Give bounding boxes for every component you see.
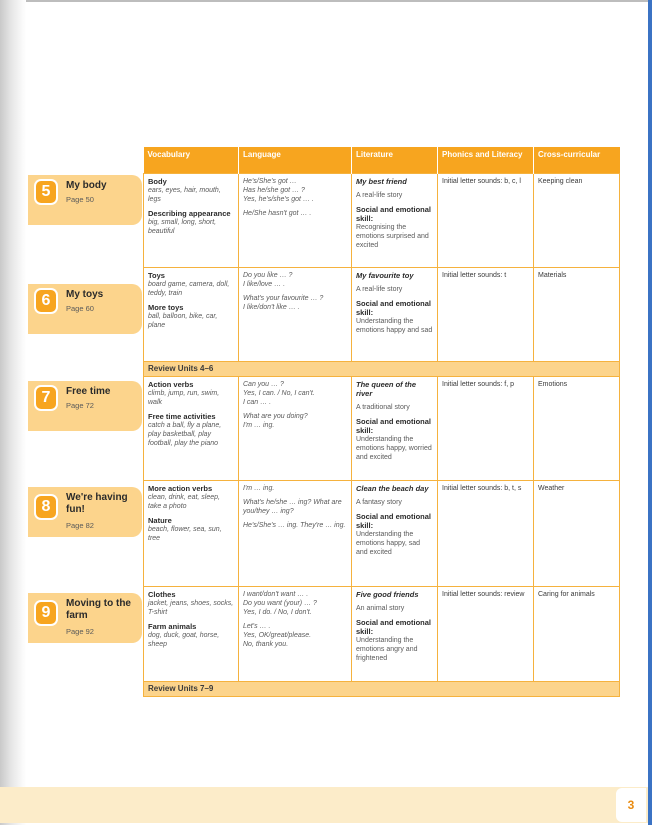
vocab-heading: Clothes bbox=[148, 589, 176, 599]
literature-cell bbox=[352, 173, 438, 267]
unit-page: Page 92 bbox=[66, 627, 94, 636]
vocab-heading: Action verbs bbox=[148, 379, 194, 389]
unit-page: Page 50 bbox=[66, 195, 94, 204]
language-line: Has he/she got … ? bbox=[243, 186, 305, 194]
language-line: Yes, OK/great/please. bbox=[243, 631, 312, 639]
table-row bbox=[144, 376, 620, 480]
review-label: Review Units 7–9 bbox=[144, 681, 620, 696]
unit-tab-7 bbox=[28, 381, 142, 431]
vocab-heading: Describing appearance bbox=[148, 208, 231, 218]
unit-title: We're having fun! bbox=[66, 492, 128, 515]
unit-number: 9 bbox=[36, 602, 56, 624]
vocabulary-cell bbox=[144, 376, 239, 480]
header-phonics: Phonics and Literacy bbox=[438, 147, 534, 173]
unit-title: Moving to the farm bbox=[66, 598, 131, 621]
language-cell bbox=[239, 586, 352, 681]
vocab-heading: More toys bbox=[148, 302, 184, 312]
vocab-heading: More action verbs bbox=[148, 483, 213, 493]
skill-label: Social and emotional skill: bbox=[356, 298, 432, 317]
unit-number: 6 bbox=[36, 290, 56, 312]
page-gutter-shadow bbox=[0, 0, 26, 825]
header-literature: Literature bbox=[352, 147, 438, 173]
page-edge bbox=[648, 0, 652, 825]
language-cell bbox=[239, 267, 352, 361]
language-line: Let's … . bbox=[243, 622, 271, 630]
literature-cell bbox=[352, 376, 438, 480]
story-title: Clean the beach day bbox=[356, 483, 429, 493]
header-cross-curricular: Cross-curricular bbox=[534, 147, 620, 173]
vocabulary-cell bbox=[144, 586, 239, 681]
vocab-heading: Body bbox=[148, 176, 167, 186]
cross-curricular-cell: Emotions bbox=[534, 376, 620, 480]
table-row bbox=[144, 267, 620, 361]
language-line: I'm … ing. bbox=[243, 484, 275, 492]
story-type: An animal story bbox=[356, 604, 405, 612]
vocab-heading: Toys bbox=[148, 270, 165, 280]
cross-curricular-cell: Weather bbox=[534, 480, 620, 586]
unit-page: Page 60 bbox=[66, 304, 94, 313]
phonics-cell: Initial letter sounds: t bbox=[438, 267, 534, 361]
story-title: The queen of the river bbox=[356, 379, 416, 398]
vocab-words: catch a ball, fly a plane, play basketball, play football, play the piano bbox=[148, 421, 222, 447]
unit-number: 7 bbox=[36, 387, 56, 409]
language-line: He/She hasn't got … . bbox=[243, 209, 312, 217]
language-line: Yes, he's/she's got … . bbox=[243, 195, 314, 203]
language-line: Do you like … ? bbox=[243, 271, 293, 279]
vocab-words: beach, flower, sea, sun, tree bbox=[148, 525, 222, 542]
unit-title: My body bbox=[66, 180, 107, 191]
story-type: A traditional story bbox=[356, 403, 410, 411]
literature-cell bbox=[352, 586, 438, 681]
unit-tab-8 bbox=[28, 487, 142, 537]
cross-curricular-cell: Keeping clean bbox=[534, 173, 620, 267]
review-row bbox=[144, 361, 620, 376]
vocab-heading: Farm animals bbox=[148, 621, 197, 631]
skill-text: Understanding the emotions happy and sad bbox=[356, 317, 433, 334]
review-label: Review Units 4–6 bbox=[144, 361, 620, 376]
language-cell bbox=[239, 376, 352, 480]
language-cell bbox=[239, 480, 352, 586]
table-row bbox=[144, 586, 620, 681]
language-line: What are you doing? bbox=[243, 412, 308, 420]
skill-label: Social and emotional skill: bbox=[356, 617, 432, 636]
top-edge bbox=[0, 0, 652, 2]
vocab-heading: Free time activities bbox=[148, 411, 216, 421]
language-line: I like/love … . bbox=[243, 280, 286, 288]
language-line: He's/She's got … bbox=[243, 177, 297, 185]
unit-number: 5 bbox=[36, 181, 56, 203]
phonics-cell: Initial letter sounds: b, t, s bbox=[438, 480, 534, 586]
language-line: I like/don't like … . bbox=[243, 303, 300, 311]
story-type: A real-life story bbox=[356, 285, 403, 293]
skill-label: Social and emotional skill: bbox=[356, 511, 432, 530]
language-cell bbox=[239, 173, 352, 267]
language-line: Yes, I can. / No, I can't. bbox=[243, 389, 315, 397]
skill-text: Understanding the emotions angry and frightened bbox=[356, 636, 418, 662]
review-row bbox=[144, 681, 620, 696]
vocab-words: dog, duck, goat, horse, sheep bbox=[148, 631, 220, 648]
phonics-cell: Initial letter sounds: review bbox=[438, 586, 534, 681]
language-line: What's your favourite … ? bbox=[243, 294, 324, 302]
language-line: He's/She's … ing. They're … ing. bbox=[243, 521, 346, 529]
language-line: I'm … ing. bbox=[243, 421, 275, 429]
unit-tab-9 bbox=[28, 593, 142, 643]
header-language: Language bbox=[239, 147, 352, 173]
literature-cell bbox=[352, 480, 438, 586]
vocab-words: climb, jump, run, swim, walk bbox=[148, 389, 220, 406]
unit-page: Page 72 bbox=[66, 401, 94, 410]
vocab-heading: Nature bbox=[148, 515, 172, 525]
skill-text: Understanding the emotions happy, worried and excited bbox=[356, 435, 432, 461]
unit-page: Page 82 bbox=[66, 521, 94, 530]
story-title: My best friend bbox=[356, 176, 407, 186]
vocab-words: clean, drink, eat, sleep, take a photo bbox=[148, 493, 220, 510]
vocabulary-cell bbox=[144, 267, 239, 361]
unit-title: My toys bbox=[66, 289, 104, 300]
cross-curricular-cell: Materials bbox=[534, 267, 620, 361]
vocab-words: ball, balloon, bike, car, plane bbox=[148, 312, 218, 329]
skill-text: Recognising the emotions surprised and excited bbox=[356, 223, 429, 249]
story-title: My favourite toy bbox=[356, 270, 414, 280]
table-row bbox=[144, 480, 620, 586]
vocab-words: ears, eyes, hair, mouth, legs bbox=[148, 186, 221, 203]
story-type: A real-life story bbox=[356, 191, 403, 199]
page-number: 3 bbox=[616, 788, 646, 822]
language-line: I want/don't want … . bbox=[243, 590, 309, 598]
vocab-words: big, small, long, short, beautiful bbox=[148, 218, 217, 235]
story-type: A fantasy story bbox=[356, 498, 402, 506]
table-header-row bbox=[144, 147, 620, 173]
language-line: Do you want (your) … ? bbox=[243, 599, 317, 607]
skill-text: Understanding the emotions happy, sad and excited bbox=[356, 530, 421, 556]
unit-tab-5 bbox=[28, 175, 142, 225]
skill-label: Social and emotional skill: bbox=[356, 416, 432, 435]
syllabus-table bbox=[143, 147, 620, 697]
phonics-cell: Initial letter sounds: b, c, l bbox=[438, 173, 534, 267]
language-line: Yes, I do. / No, I don't. bbox=[243, 608, 312, 616]
unit-tab-6 bbox=[28, 284, 142, 334]
literature-cell bbox=[352, 267, 438, 361]
unit-title: Free time bbox=[66, 386, 111, 397]
vocabulary-cell bbox=[144, 480, 239, 586]
language-line: Can you … ? bbox=[243, 380, 284, 388]
table-row bbox=[144, 173, 620, 267]
language-line: No, thank you. bbox=[243, 640, 289, 648]
vocab-words: board game, camera, doll, teddy, train bbox=[148, 280, 230, 297]
cross-curricular-cell: Caring for animals bbox=[534, 586, 620, 681]
vocab-words: jacket, jeans, shoes, socks, T-shirt bbox=[148, 599, 234, 616]
language-line: I can … . bbox=[243, 398, 272, 406]
skill-label: Social and emotional skill: bbox=[356, 204, 432, 223]
vocabulary-cell bbox=[144, 173, 239, 267]
footer-band bbox=[0, 787, 648, 823]
phonics-cell: Initial letter sounds: f, p bbox=[438, 376, 534, 480]
story-title: Five good friends bbox=[356, 589, 419, 599]
language-line: What's he/she … ing? What are you/they … ing? bbox=[243, 498, 342, 515]
unit-number: 8 bbox=[36, 496, 56, 518]
header-vocabulary: Vocabulary bbox=[144, 147, 239, 173]
